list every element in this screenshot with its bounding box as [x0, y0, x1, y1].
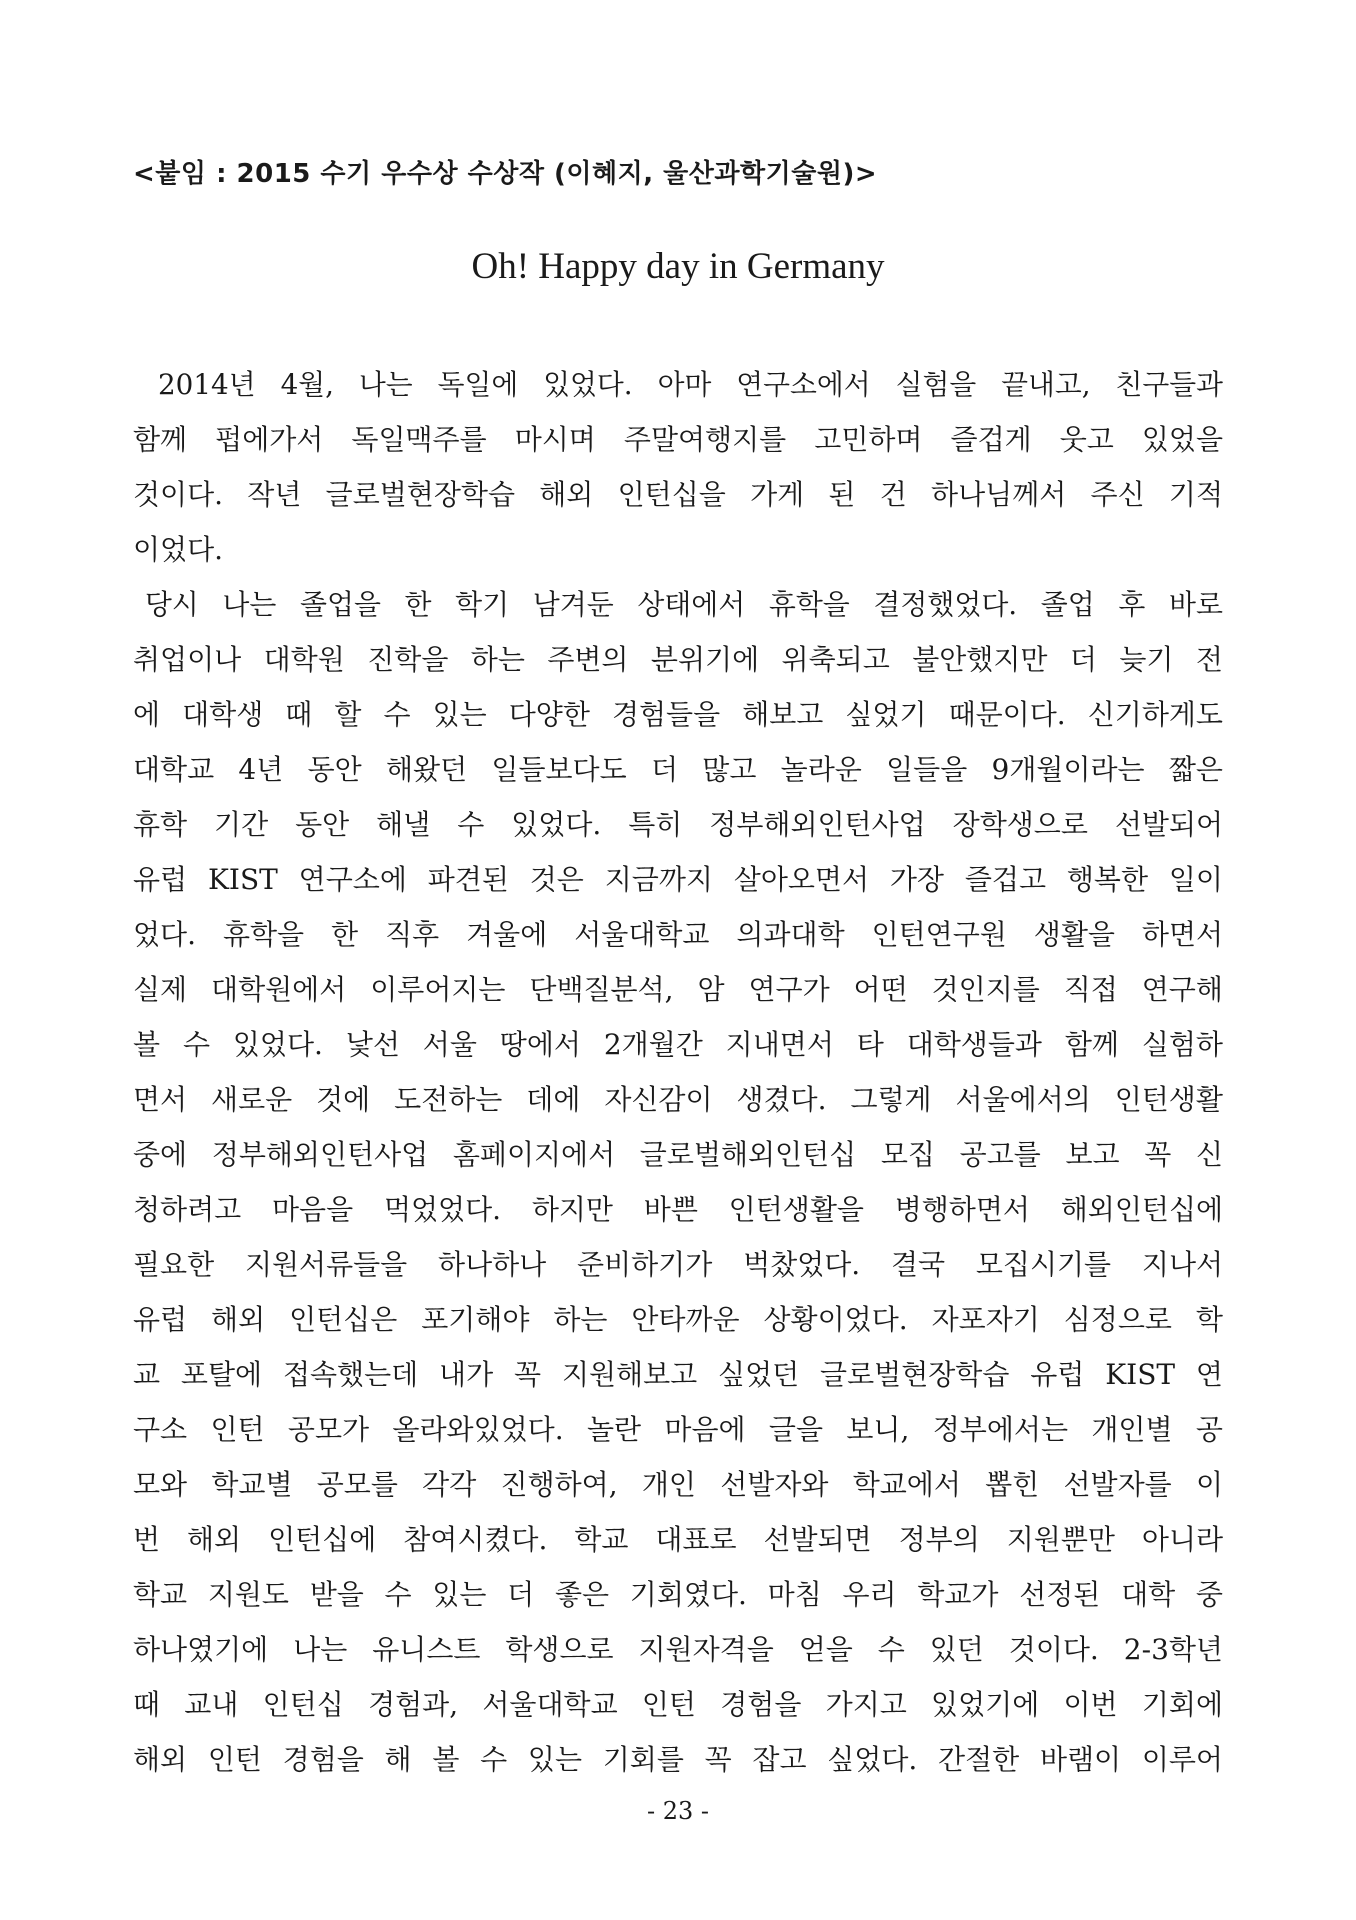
- text-line: 유럽 해외 인턴십은 포기해야 하는 안타까운 상황이었다. 자포자기 심정으로 학: [133, 1303, 1223, 1336]
- text-line: 2014년 4월, 나는 독일에 있었다. 아마 연구소에서 실험을 끝내고, 친구들과: [133, 368, 1223, 401]
- text-line: 학교 지원도 받을 수 있는 더 좋은 기회였다. 마침 우리 학교가 선정된 대학 중: [133, 1578, 1223, 1611]
- attachment-heading: <붙임 : 2015 수기 우수상 수상작 (이혜지, 울산과학기술원)>: [133, 159, 878, 189]
- text-line: 당시 나는 졸업을 한 학기 남겨둔 상태에서 휴학을 결정했었다. 졸업 후 바로: [133, 588, 1223, 621]
- text-line: 번 해외 인턴십에 참여시켰다. 학교 대표로 선발되면 정부의 지원뿐만 아니라: [133, 1523, 1223, 1556]
- text-line: 유럽 KIST 연구소에 파견된 것은 지금까지 살아오면서 가장 즐겁고 행복한 일이: [133, 863, 1223, 896]
- text-line: 에 대학생 때 할 수 있는 다양한 경험들을 해보고 싶었기 때문이다. 신기하게도: [133, 698, 1223, 731]
- text-line: 것이다. 작년 글로벌현장학습 해외 인턴십을 가게 된 건 하나님께서 주신 기적: [133, 478, 1223, 511]
- text-line: 함께 펍에가서 독일맥주를 마시며 주말여행지를 고민하며 즐겁게 웃고 있었을: [133, 423, 1223, 456]
- essay-body: [133, 357, 1223, 1787]
- text-line: 휴학 기간 동안 해낼 수 있었다. 특히 정부해외인턴사업 장학생으로 선발되어: [133, 808, 1223, 841]
- text-line: 구소 인턴 공모가 올라와있었다. 놀란 마음에 글을 보니, 정부에서는 개인별 공: [133, 1413, 1223, 1446]
- text-line: 중에 정부해외인턴사업 홈페이지에서 글로벌해외인턴십 모집 공고를 보고 꼭 신: [133, 1138, 1223, 1171]
- text-line: 때 교내 인턴십 경험과, 서울대학교 인턴 경험을 가지고 있었기에 이번 기회에: [133, 1688, 1223, 1721]
- text-line: 교 포탈에 접속했는데 내가 꼭 지원해보고 싶었던 글로벌현장학습 유럽 KIST 연: [133, 1358, 1223, 1391]
- page-number: - 23 -: [646, 1797, 709, 1825]
- text-line: 면서 새로운 것에 도전하는 데에 자신감이 생겼다. 그렇게 서울에서의 인턴생활: [133, 1083, 1223, 1116]
- text-line: 실제 대학원에서 이루어지는 단백질분석, 암 연구가 어떤 것인지를 직접 연구해: [133, 973, 1223, 1006]
- text-line: 대학교 4년 동안 해왔던 일들보다도 더 많고 놀라운 일들을 9개월이라는 짧은: [133, 753, 1223, 786]
- text-line: 청하려고 마음을 먹었었다. 하지만 바쁜 인턴생활을 병행하면서 해외인턴십에: [133, 1193, 1223, 1226]
- text-line: 모와 학교별 공모를 각각 진행하여, 개인 선발자와 학교에서 뽑힌 선발자를 이: [133, 1468, 1223, 1501]
- text-line: 이었다.: [133, 533, 224, 566]
- text-line: 하나였기에 나는 유니스트 학생으로 지원자격을 얻을 수 있던 것이다. 2-3학년: [133, 1633, 1223, 1666]
- essay-title: Oh! Happy day in Germany: [471, 246, 885, 287]
- text-line: 취업이나 대학원 진학을 하는 주변의 분위기에 위축되고 불안했지만 더 늦기 전: [133, 643, 1223, 676]
- text-line: 필요한 지원서류들을 하나하나 준비하기가 벅찼었다. 결국 모집시기를 지나서: [133, 1248, 1223, 1281]
- text-line: 해외 인턴 경험을 해 볼 수 있는 기회를 꼭 잡고 싶었다. 간절한 바램이 이루어: [133, 1743, 1223, 1776]
- text-line: 볼 수 있었다. 낯선 서울 땅에서 2개월간 지내면서 타 대학생들과 함께 실험하: [133, 1028, 1223, 1061]
- text-line: 었다. 휴학을 한 직후 겨울에 서울대학교 의과대학 인턴연구원 생활을 하면서: [133, 918, 1223, 951]
